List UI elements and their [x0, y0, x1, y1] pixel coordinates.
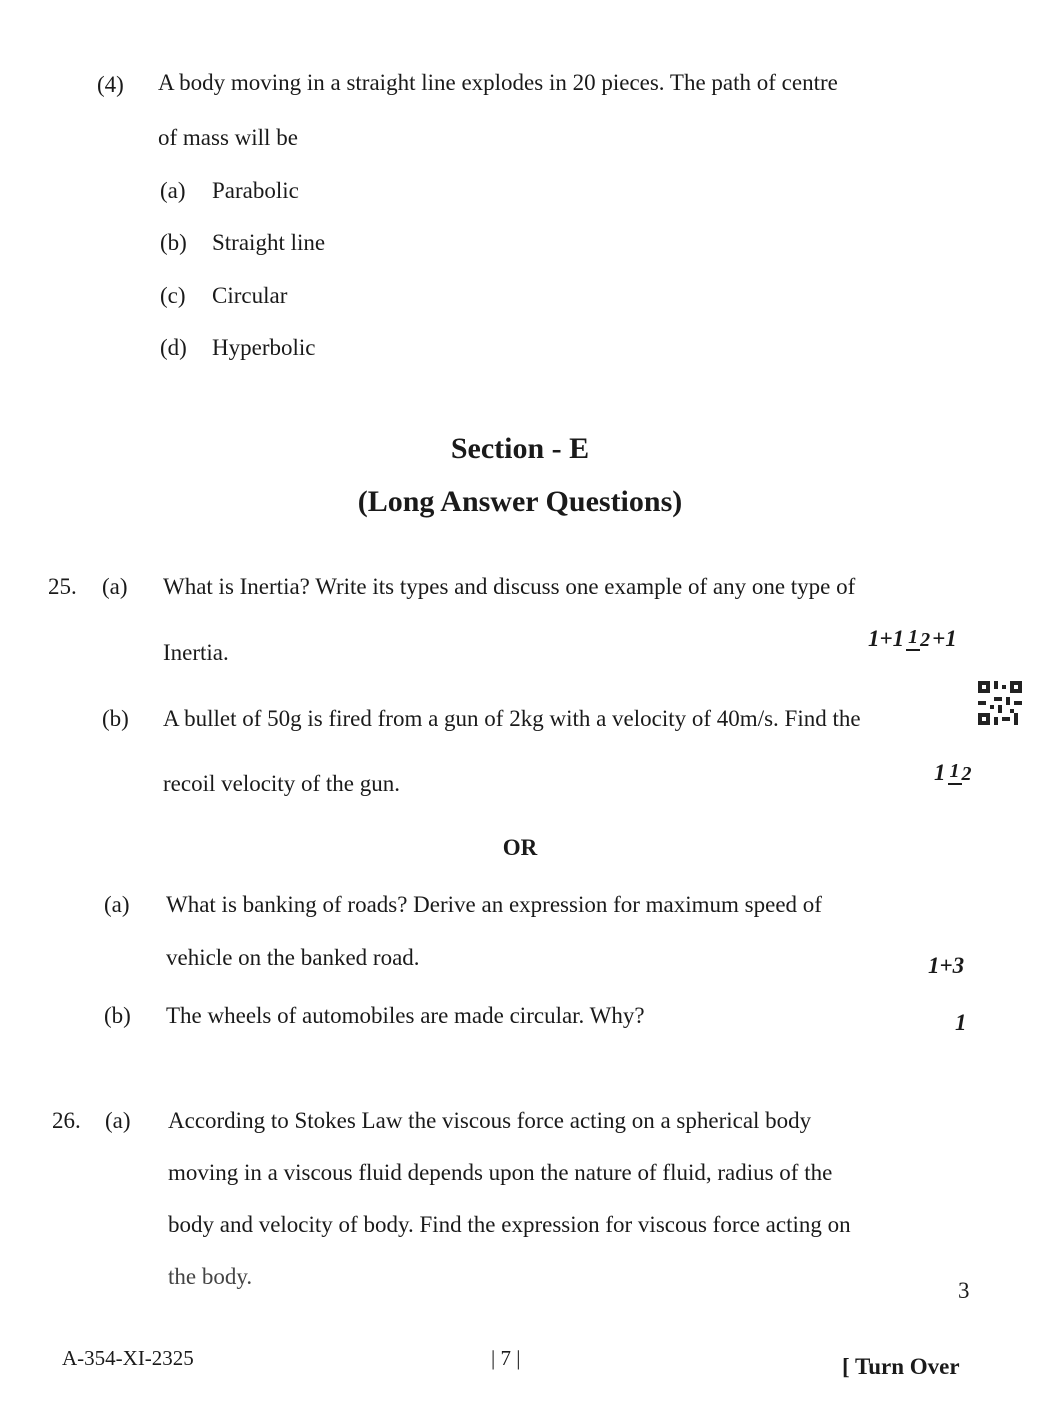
page-number: | 7 |	[491, 1346, 521, 1370]
marks-rest: +1	[932, 625, 957, 651]
option-label: (c)	[160, 283, 186, 308]
or-separator: OR	[502, 835, 538, 860]
question-text: The wheels of automobiles are made circular. Why?	[166, 1003, 645, 1028]
section-subtitle: (Long Answer Questions)	[357, 485, 683, 518]
question-part-label: (a)	[102, 574, 128, 599]
question-text: A bullet of 50g is fired from a gun of 2kg with a velocity of 40m/s. Find the	[163, 706, 861, 731]
question-number: 25.	[48, 574, 77, 599]
fraction-denominator: 2	[961, 763, 972, 786]
qr-code-icon	[978, 681, 1022, 725]
option-text: Straight line	[212, 230, 326, 255]
fraction-numerator: 1	[906, 627, 920, 651]
question-text: recoil velocity of the gun.	[163, 771, 400, 796]
question-text: What is Inertia? Write its types and discuss one example of any one type of	[163, 574, 856, 599]
marks-fraction	[948, 761, 972, 785]
question-text: the body.	[168, 1264, 253, 1289]
question-text: of mass will be	[158, 125, 298, 150]
marks-label: 1+3	[928, 953, 965, 978]
marks-label: 1	[955, 1010, 967, 1035]
option-text: Hyperbolic	[212, 335, 316, 360]
question-text: Inertia.	[163, 640, 229, 665]
option-label: (a)	[160, 178, 186, 203]
question-number: 26.	[52, 1108, 81, 1133]
marks-whole: 1+1	[868, 625, 905, 651]
fraction-denominator: 2	[920, 629, 931, 652]
question-text: A body moving in a straight line explodes in 20 pieces. The path of centre	[158, 70, 838, 95]
marks-fraction	[906, 627, 930, 651]
option-label: (b)	[160, 230, 187, 255]
paper-code: A-354-XI-2325	[62, 1346, 194, 1370]
marks-label: 3	[958, 1278, 970, 1303]
question-part-label: (a)	[105, 1108, 131, 1133]
option-text: Parabolic	[212, 178, 299, 203]
question-number: (4)	[97, 72, 124, 97]
marks-label	[934, 758, 974, 786]
question-part-label: (a)	[104, 892, 130, 917]
section-title: Section - E	[450, 432, 590, 465]
option-text: Circular	[212, 283, 288, 308]
question-text: moving in a viscous fluid depends upon the nature of fluid, radius of the	[168, 1160, 833, 1185]
marks-label	[868, 624, 957, 652]
question-text: According to Stokes Law the viscous force acting on a spherical body	[168, 1108, 812, 1133]
question-part-label: (b)	[104, 1003, 131, 1028]
question-text: What is banking of roads? Derive an expression for maximum speed of	[166, 892, 822, 917]
question-text: body and velocity of body. Find the expression for viscous force acting on	[168, 1212, 851, 1237]
fraction-numerator: 1	[948, 761, 962, 785]
option-label: (d)	[160, 335, 187, 360]
marks-whole: 1	[934, 759, 946, 785]
question-text: vehicle on the banked road.	[166, 945, 420, 970]
turn-over-label: [ Turn Over	[842, 1354, 960, 1379]
question-part-label: (b)	[102, 706, 129, 731]
